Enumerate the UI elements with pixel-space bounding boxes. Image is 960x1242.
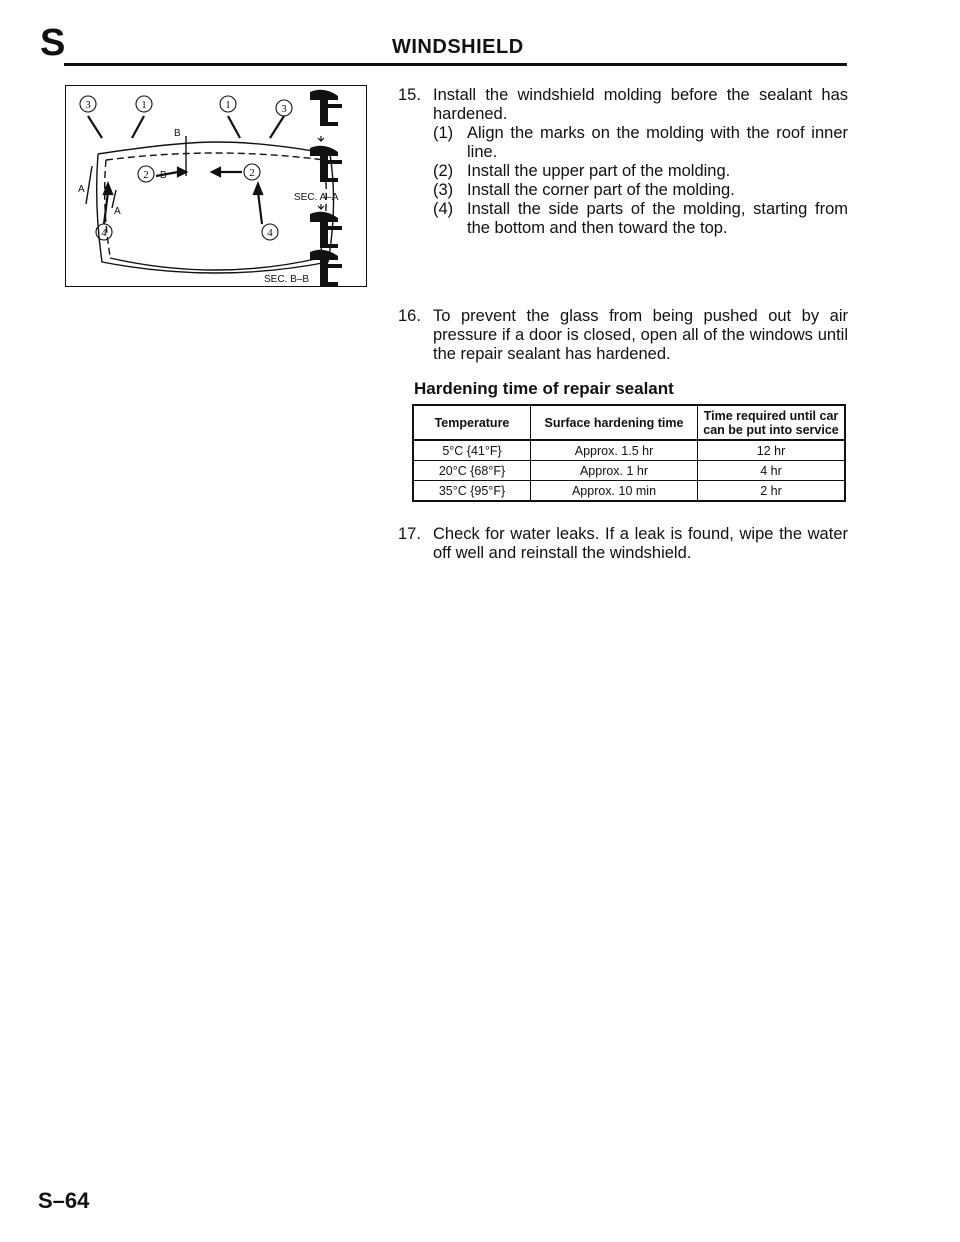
step-15 bbox=[398, 86, 848, 238]
substep-2: (2) Install the upper part of the molding. bbox=[433, 162, 731, 180]
table-row bbox=[413, 440, 845, 461]
windshield-molding-figure bbox=[65, 85, 367, 287]
section-a-label: SEC. A–A bbox=[294, 192, 339, 203]
table-cell: 20°C {68°F} bbox=[413, 461, 531, 481]
column-header: Temperature bbox=[413, 405, 531, 440]
step-number: 15. bbox=[398, 86, 421, 104]
marker-1-right: 1 bbox=[225, 99, 231, 111]
step-number: 17. bbox=[398, 525, 421, 543]
section-letter: S bbox=[40, 22, 66, 64]
marker-2-left: 2 bbox=[143, 169, 149, 181]
step-number: 16. bbox=[398, 307, 421, 325]
step-16 bbox=[398, 307, 848, 364]
table-row bbox=[413, 461, 845, 481]
marker-4-left: 4 bbox=[101, 227, 107, 239]
sealant-hardening-table bbox=[412, 404, 846, 502]
table-cell: Approx. 1.5 hr bbox=[531, 440, 698, 461]
letter-a-inner: A bbox=[114, 206, 121, 217]
substep-4: (4) Install the side parts of the molding, starting from the bottom and then toward the top. bbox=[433, 200, 848, 237]
section-b-label: SEC. B–B bbox=[264, 274, 310, 285]
windshield-diagram bbox=[66, 86, 366, 286]
step-text: To prevent the glass from being pushed out by air pressure if a door is closed, open all of the windows until the repair sealant has hardened. bbox=[433, 307, 848, 363]
marker-2-right: 2 bbox=[249, 167, 255, 179]
table-header-row bbox=[413, 405, 845, 440]
letter-b-top: B bbox=[174, 128, 181, 139]
table-cell: 5°C {41°F} bbox=[413, 440, 531, 461]
column-header: Time required until car can be put into service bbox=[698, 405, 846, 440]
step-text: Install the windshield molding before the sealant has hardened. bbox=[433, 86, 848, 123]
table-cell: 35°C {95°F} bbox=[413, 481, 531, 502]
table-title: Hardening time of repair sealant bbox=[414, 379, 674, 398]
step-17 bbox=[398, 525, 848, 563]
table-row bbox=[413, 481, 845, 502]
table-cell: 4 hr bbox=[698, 461, 846, 481]
marker-1-left: 1 bbox=[141, 99, 147, 111]
table-cell: Approx. 1 hr bbox=[531, 461, 698, 481]
step-text: Check for water leaks. If a leak is found, wipe the water off well and reinstall the windshield. bbox=[433, 525, 848, 562]
page-title: WINDSHIELD bbox=[392, 36, 524, 58]
header-divider bbox=[64, 63, 847, 66]
column-header: Surface hardening time bbox=[531, 405, 698, 440]
substep-1: (1) Align the marks on the molding with the roof inner line. bbox=[433, 124, 848, 161]
substep-3: (3) Install the corner part of the molding. bbox=[433, 181, 735, 199]
table-cell: 2 hr bbox=[698, 481, 846, 502]
table-cell: Approx. 10 min bbox=[531, 481, 698, 502]
marker-4-right: 4 bbox=[267, 227, 273, 239]
letter-a-outer: A bbox=[78, 184, 85, 195]
letter-b-mid: B bbox=[160, 170, 167, 181]
marker-3-right: 3 bbox=[281, 103, 287, 115]
table-cell: 12 hr bbox=[698, 440, 846, 461]
page-number: S–64 bbox=[38, 1188, 90, 1213]
marker-3-left: 3 bbox=[85, 99, 91, 111]
